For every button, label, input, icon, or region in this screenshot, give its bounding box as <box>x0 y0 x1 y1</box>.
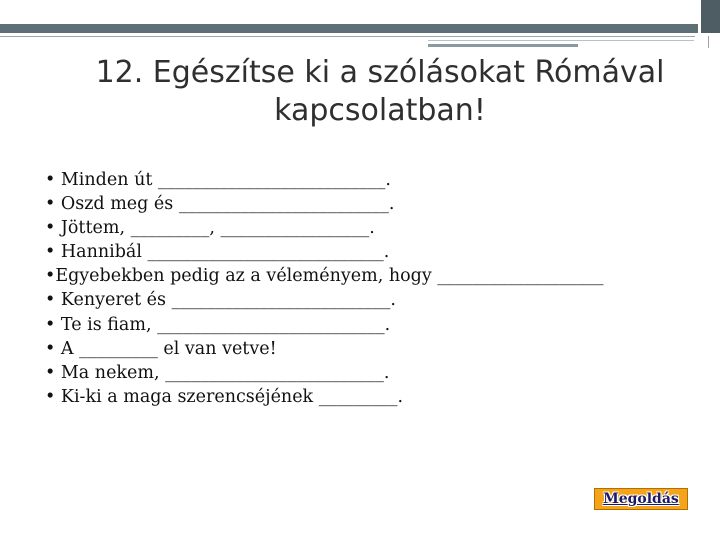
list-item: • Ki-ki a maga szerencséjének _________. <box>45 386 404 407</box>
list-item: •Egyebekben pedig az a véleményem, hogy ___________________ <box>45 266 604 287</box>
slide-header-corner <box>700 0 720 33</box>
slide-header-rule-short <box>428 40 694 41</box>
slide-header-band <box>0 0 720 24</box>
list-item: • Hannibál ___________________________. <box>45 242 390 263</box>
solution-button[interactable]: Megoldás <box>594 488 688 510</box>
list-item: • Oszd meg és ________________________. <box>45 194 395 215</box>
list-item: • Minden út __________________________. <box>45 170 391 190</box>
slide-header-rule <box>0 36 695 37</box>
slide-header-accent <box>428 44 578 47</box>
list-item: • Jöttem, _________, _________________. <box>45 218 375 239</box>
list-item: • Ma nekem, _________________________. <box>45 362 390 383</box>
proverb-list <box>45 168 705 409</box>
list-item: • A _________ el van vetve! <box>45 338 277 359</box>
slide-header-bar <box>0 24 700 33</box>
list-item: • Te is fiam, __________________________. <box>45 314 391 335</box>
list-item: • Kenyeret és _________________________. <box>45 290 396 311</box>
slide-title: 12. Egészítse ki a szólásokat Rómával kapcsolatban! <box>95 55 665 128</box>
slide-header-right-strip <box>708 36 720 48</box>
slide-header-divider <box>698 0 701 40</box>
